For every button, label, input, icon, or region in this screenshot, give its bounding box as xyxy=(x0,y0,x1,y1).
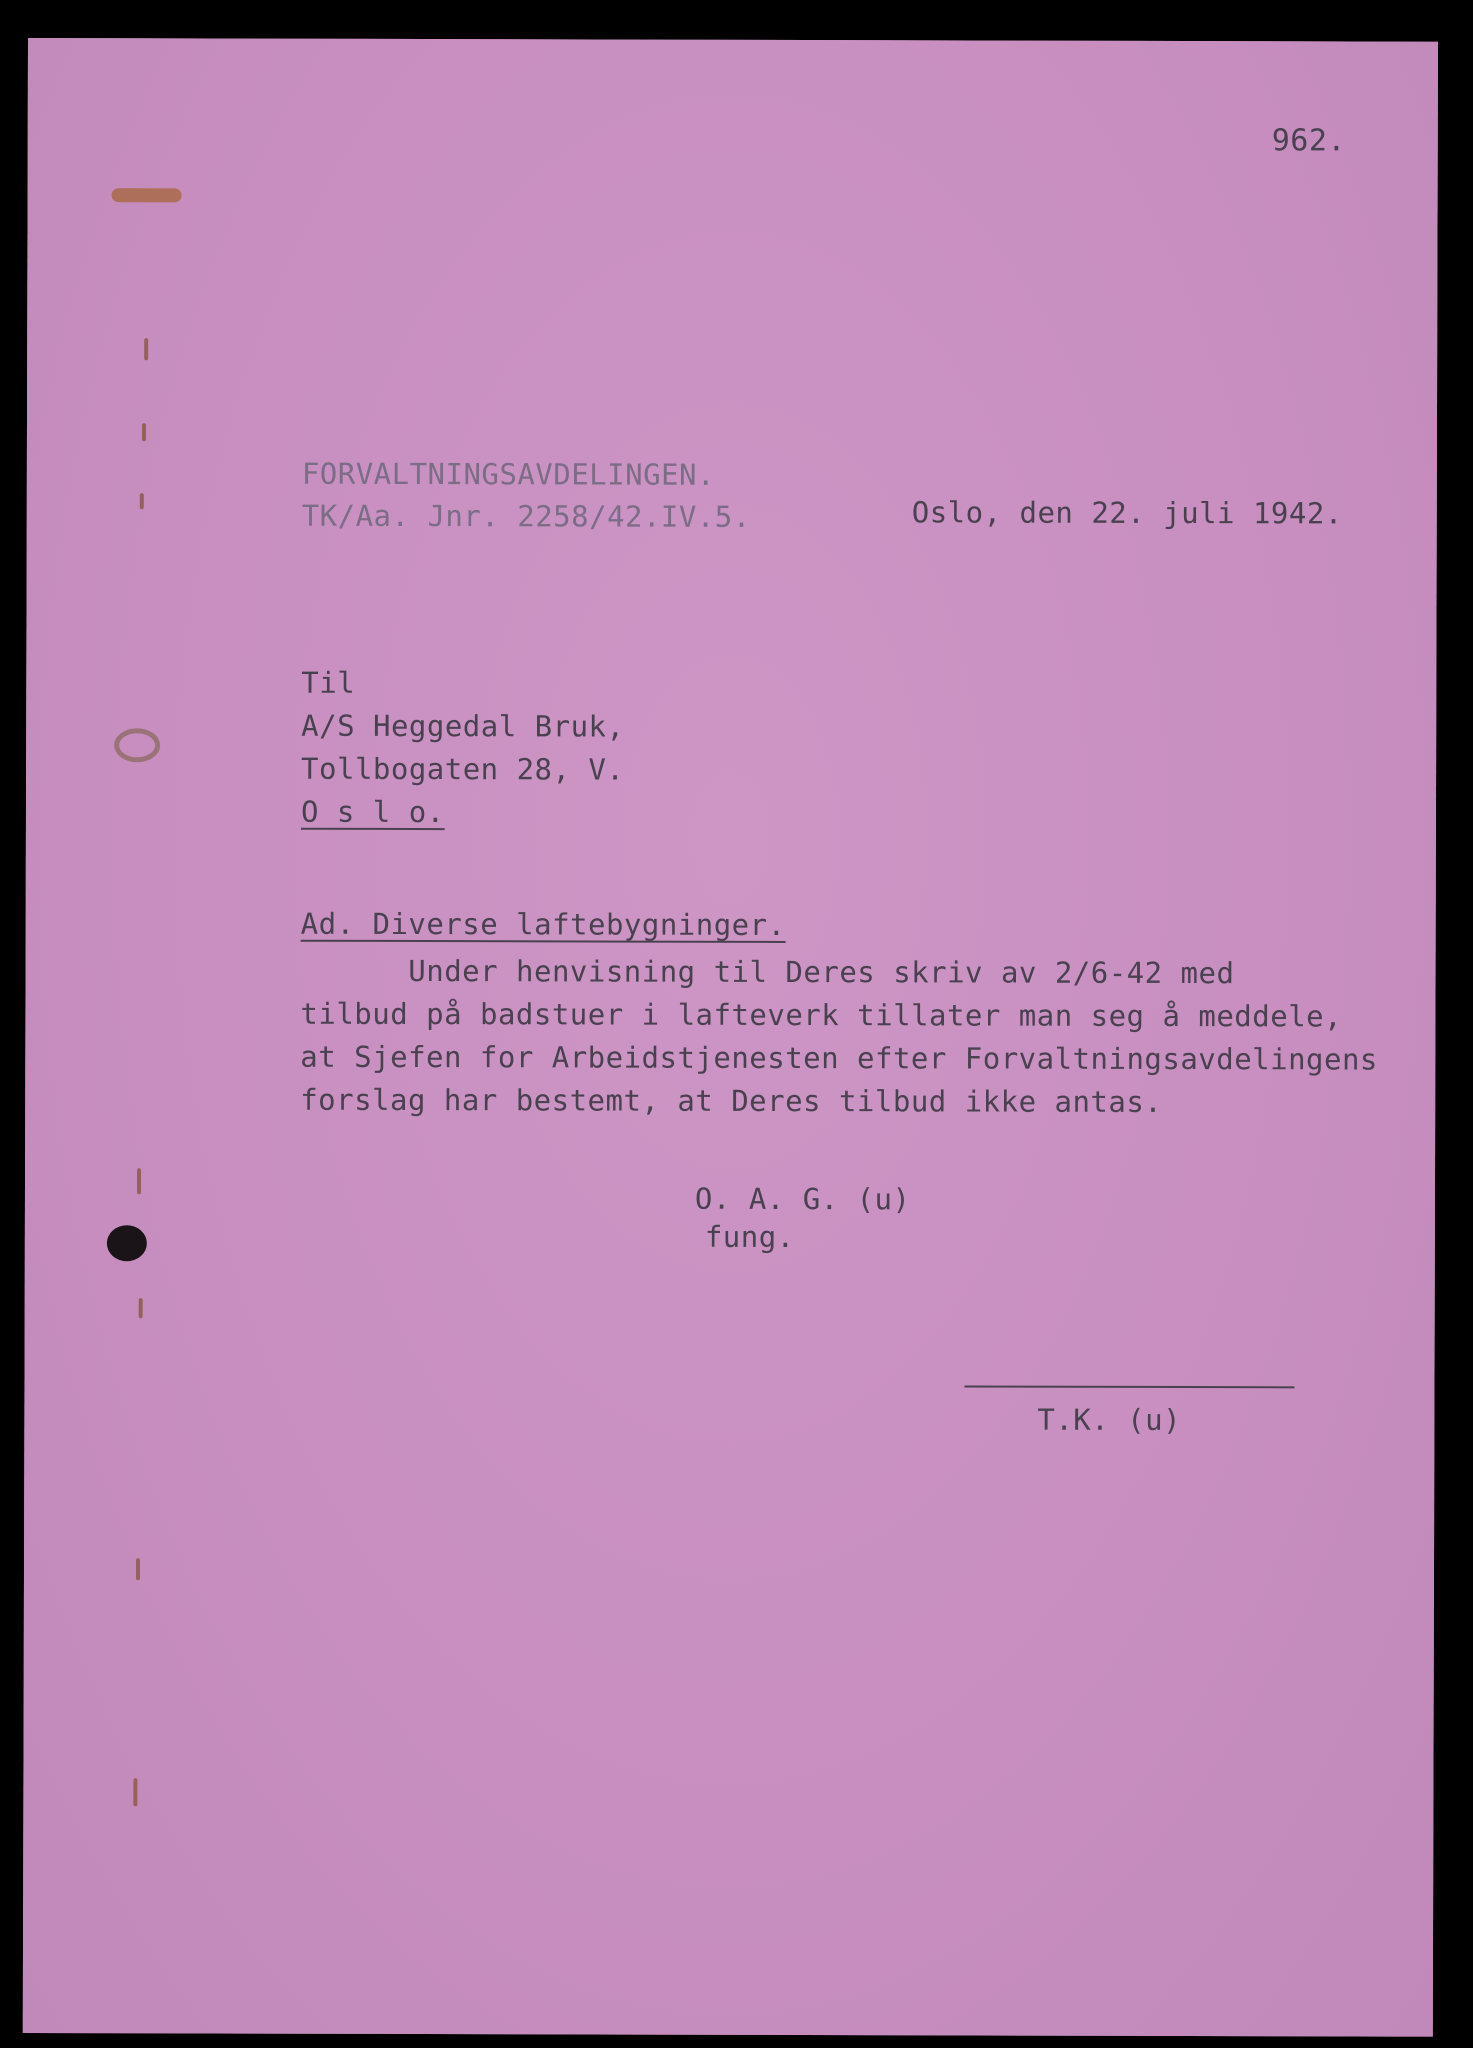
body-line: tilbud på badstuer i lafteverk tillater man seg å meddele, xyxy=(300,996,1343,1034)
signature-title: fung. xyxy=(704,1219,795,1255)
staple-mark xyxy=(137,1168,141,1194)
rust-stain xyxy=(112,188,182,202)
staple-mark xyxy=(136,1558,140,1580)
staple-mark xyxy=(142,423,146,441)
recipient-company: A/S Heggedal Bruk, xyxy=(301,708,625,744)
page-number: 962. xyxy=(1271,123,1347,159)
body-line: Under henvisning til Deres skriv av 2/6-42 med xyxy=(300,953,1235,991)
countersign-initials: T.K. (u) xyxy=(1037,1402,1182,1438)
place-date: Oslo, den 22. juli 1942. xyxy=(911,495,1343,531)
signature-initials: O. A. G. (u) xyxy=(694,1181,911,1217)
department-heading: FORVALTNINGSAVDELINGEN. xyxy=(301,456,715,492)
journal-reference: TK/Aa. Jnr. 2258/42.IV.5. xyxy=(301,498,751,534)
staple-mark xyxy=(144,338,148,360)
body-line: at Sjefen for Arbeidstjenesten efter Forvaltningsavdelingens xyxy=(300,1039,1378,1077)
body-line: forslag har bestemt, at Deres tilbud ikke antas. xyxy=(300,1082,1163,1119)
subject-line: Ad. Diverse laftebygninger. xyxy=(300,906,786,942)
recipient-city: O s l o. xyxy=(300,794,445,830)
punch-hole xyxy=(107,1225,147,1261)
staple-mark xyxy=(140,493,144,509)
punch-hole-ring xyxy=(114,728,160,762)
staple-mark xyxy=(133,1778,137,1806)
staple-mark xyxy=(139,1298,143,1318)
signature-line xyxy=(964,1385,1294,1388)
document-page xyxy=(23,38,1438,2037)
recipient-street: Tollbogaten 28, V. xyxy=(301,751,625,787)
recipient-to: Til xyxy=(301,665,356,700)
